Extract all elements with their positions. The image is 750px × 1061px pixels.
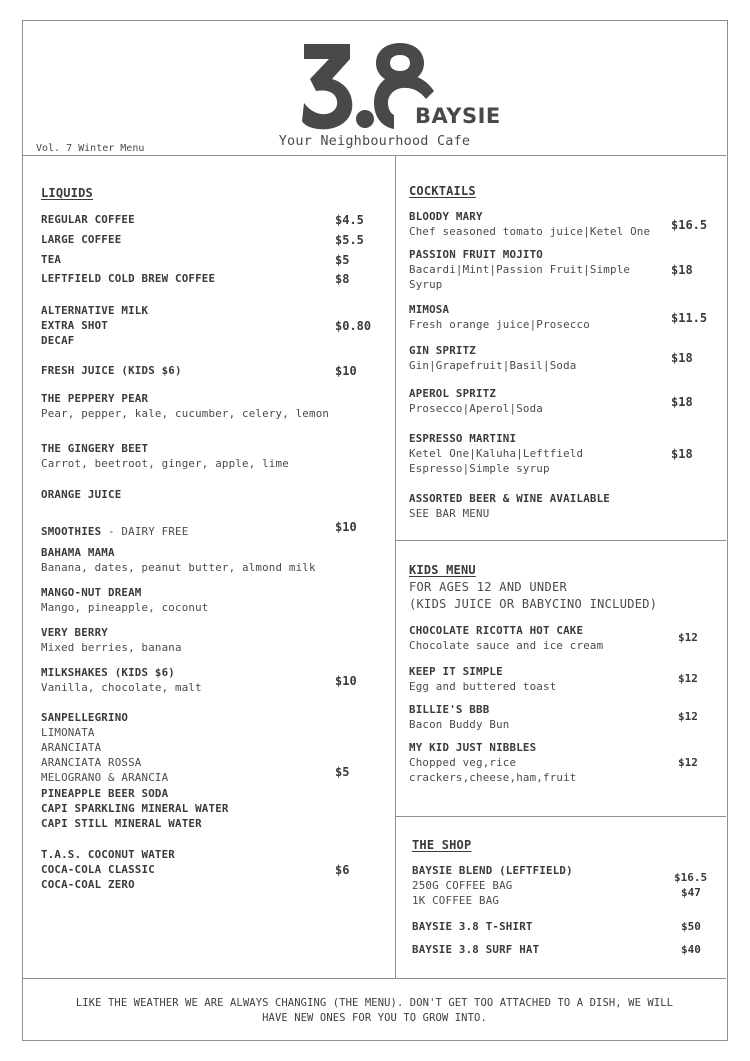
smoothie-desc: Banana, dates, peanut butter, almond milk bbox=[41, 561, 316, 574]
juice-name: ORANGE JUICE bbox=[41, 488, 122, 501]
cocktail-price: $11.5 bbox=[671, 311, 708, 325]
kids-item-desc: Chocolate sauce and ice cream bbox=[409, 639, 604, 652]
volume-label: Vol. 7 Winter Menu bbox=[36, 143, 145, 154]
menu-footer bbox=[23, 978, 726, 1040]
beer-wine-name: ASSORTED BEER & WINE AVAILABLE bbox=[409, 492, 611, 505]
tagline: Your Neighbourhood Cafe bbox=[278, 133, 471, 149]
cocktails-section bbox=[396, 156, 726, 541]
shop-item-name: BAYSIE 3.8 SURF HAT bbox=[412, 943, 540, 956]
shop-item-price: $47 bbox=[681, 886, 701, 899]
cocktail-desc: Espresso|Simple syrup bbox=[409, 462, 550, 475]
menu-item-price: $5 bbox=[335, 253, 350, 267]
soft-drink-flavour: ARANCIATA ROSSA bbox=[41, 756, 142, 769]
cold-drinks-price: $6 bbox=[335, 863, 350, 877]
kids-subtitle: (KIDS JUICE OR BABYCINO INCLUDED) bbox=[409, 597, 658, 611]
kids-item-price: $12 bbox=[678, 756, 698, 769]
kids-item-desc: crackers,cheese,ham,fruit bbox=[409, 771, 577, 784]
cocktail-desc: Fresh orange juice|Prosecco bbox=[409, 318, 590, 331]
cocktail-price: $18 bbox=[671, 447, 693, 461]
section-title-shop: THE SHOP bbox=[412, 838, 472, 852]
smoothie-name: VERY BERRY bbox=[41, 626, 109, 639]
cocktail-desc: Prosecco|Aperol|Soda bbox=[409, 402, 544, 415]
kids-item-desc: Bacon Buddy Bun bbox=[409, 718, 510, 731]
shop-item-option: 250G COFFEE BAG bbox=[412, 879, 513, 892]
menu-page bbox=[22, 20, 728, 1041]
kids-item-desc: Chopped veg,rice bbox=[409, 756, 517, 769]
kids-menu-section bbox=[396, 541, 726, 817]
cocktail-name: PASSION FRUIT MOJITO bbox=[409, 248, 544, 261]
footer-line: LIKE THE WEATHER WE ARE ALWAYS CHANGING (THE MENU). DON'T GET TOO ATTACHED TO A DISH, WE WILL bbox=[75, 997, 674, 1009]
menu-item-name: LEFTFIELD COLD BREW COFFEE bbox=[41, 272, 216, 285]
shop-item-option: 1K COFFEE BAG bbox=[412, 894, 500, 907]
milkshakes-name: MILKSHAKES (KIDS $6) bbox=[41, 666, 176, 679]
menu-item-price: $4.5 bbox=[335, 213, 364, 227]
kids-item-name: BILLIE'S BBB bbox=[409, 703, 490, 716]
menu-item-price: $5.5 bbox=[335, 233, 364, 247]
smoothies-price: $10 bbox=[335, 520, 357, 534]
juice-desc: Pear, pepper, kale, cucumber, celery, lemon bbox=[41, 407, 330, 420]
shop-item-price: $16.5 bbox=[674, 871, 708, 884]
juice-name: THE PEPPERY PEAR bbox=[41, 392, 149, 405]
cocktail-name: MIMOSA bbox=[409, 303, 450, 316]
brand-name: BAYSIE bbox=[415, 104, 501, 128]
cocktail-price: $18 bbox=[671, 395, 693, 409]
soft-drink-item: PINEAPPLE BEER SODA bbox=[41, 787, 169, 800]
smoothies-header bbox=[41, 520, 188, 539]
footer-line: HAVE NEW ONES FOR YOU TO GROW INTO. bbox=[262, 1012, 487, 1024]
shop-section bbox=[396, 817, 726, 978]
kids-item-desc: Egg and buttered toast bbox=[409, 680, 557, 693]
kids-item-price: $12 bbox=[678, 631, 698, 644]
menu-item-price: $8 bbox=[335, 272, 350, 286]
smoothie-desc: Mixed berries, banana bbox=[41, 641, 182, 654]
cocktail-name: ESPRESSO MARTINI bbox=[409, 432, 517, 445]
smoothies-note: DAIRY FREE bbox=[121, 525, 189, 538]
cocktail-price: $16.5 bbox=[671, 218, 708, 232]
milkshakes-price: $10 bbox=[335, 674, 357, 688]
kids-item-price: $12 bbox=[678, 710, 698, 723]
smoothies-title: SMOOTHIES bbox=[41, 525, 102, 538]
soft-drink-flavour: LIMONATA bbox=[41, 726, 95, 739]
menu-header bbox=[23, 21, 726, 156]
smoothie-name: BAHAMA MAMA bbox=[41, 546, 115, 559]
smoothie-desc: Mango, pineapple, coconut bbox=[41, 601, 209, 614]
smoothie-name: MANGO-NUT DREAM bbox=[41, 586, 142, 599]
soft-drink-flavour: ARANCIATA bbox=[41, 741, 102, 754]
menu-item-name: REGULAR COFFEE bbox=[41, 213, 135, 226]
soft-drink-item: CAPI SPARKLING MINERAL WATER bbox=[41, 802, 229, 815]
kids-item-name: KEEP IT SIMPLE bbox=[409, 665, 503, 678]
soft-drink-flavour: MELOGRANO & ARANCIA bbox=[41, 771, 169, 784]
shop-item-name: BAYSIE 3.8 T-SHIRT bbox=[412, 920, 533, 933]
cocktail-name: GIN SPRITZ bbox=[409, 344, 477, 357]
cocktail-name: APEROL SPRITZ bbox=[409, 387, 497, 400]
smoothies-sep: - bbox=[101, 525, 122, 538]
right-column bbox=[396, 156, 726, 978]
kids-item-name: CHOCOLATE RICOTTA HOT CAKE bbox=[409, 624, 584, 637]
juice-name: THE GINGERY BEET bbox=[41, 442, 149, 455]
kids-item-name: MY KID JUST NIBBLES bbox=[409, 741, 537, 754]
cocktail-price: $18 bbox=[671, 263, 693, 277]
section-title-cocktails: COCKTAILS bbox=[409, 184, 476, 198]
brand-logo bbox=[302, 41, 501, 131]
extra-item: DECAF bbox=[41, 334, 75, 347]
sanpellegrino-title: SANPELLEGRINO bbox=[41, 711, 129, 724]
juice-desc: Carrot, beetroot, ginger, apple, lime bbox=[41, 457, 289, 470]
cocktail-desc: Syrup bbox=[409, 278, 443, 291]
cocktail-name: BLOODY MARY bbox=[409, 210, 483, 223]
extra-item: EXTRA SHOT bbox=[41, 319, 109, 332]
extra-item: ALTERNATIVE MILK bbox=[41, 304, 149, 317]
section-title-liquids: LIQUIDS bbox=[41, 186, 93, 200]
milkshakes-desc: Vanilla, chocolate, malt bbox=[41, 681, 202, 694]
shop-item-price: $40 bbox=[681, 943, 701, 956]
cocktail-desc: Chef seasoned tomato juice|Ketel One bbox=[409, 225, 651, 238]
shop-item-price: $50 bbox=[681, 920, 701, 933]
liquids-section bbox=[23, 156, 396, 978]
cocktail-price: $18 bbox=[671, 351, 693, 365]
beer-wine-note: SEE BAR MENU bbox=[409, 507, 490, 520]
menu-item-name: TEA bbox=[41, 253, 62, 266]
menu-item-price: $10 bbox=[335, 364, 357, 378]
cold-drink-item: COCA-COAL ZERO bbox=[41, 878, 135, 891]
soft-drinks-price: $5 bbox=[335, 765, 350, 779]
cocktail-desc: Ketel One|Kaluha|Leftfield bbox=[409, 447, 584, 460]
cold-drink-item: COCA-COLA CLASSIC bbox=[41, 863, 155, 876]
cocktail-desc: Bacardi|Mint|Passion Fruit|Simple bbox=[409, 263, 631, 276]
cocktail-desc: Gin|Grapefruit|Basil|Soda bbox=[409, 359, 577, 372]
menu-item-name: FRESH JUICE (KIDS $6) bbox=[41, 364, 182, 377]
soft-drink-item: CAPI STILL MINERAL WATER bbox=[41, 817, 202, 830]
kids-item-price: $12 bbox=[678, 672, 698, 685]
menu-item-name: LARGE COFFEE bbox=[41, 233, 122, 246]
kids-subtitle: FOR AGES 12 AND UNDER bbox=[409, 580, 568, 594]
section-title-kids: KIDS MENU bbox=[409, 563, 476, 577]
shop-item-name: BAYSIE BLEND (LEFTFIELD) bbox=[412, 864, 573, 877]
extras-price: $0.80 bbox=[335, 319, 372, 333]
cold-drink-item: T.A.S. COCONUT WATER bbox=[41, 848, 176, 861]
